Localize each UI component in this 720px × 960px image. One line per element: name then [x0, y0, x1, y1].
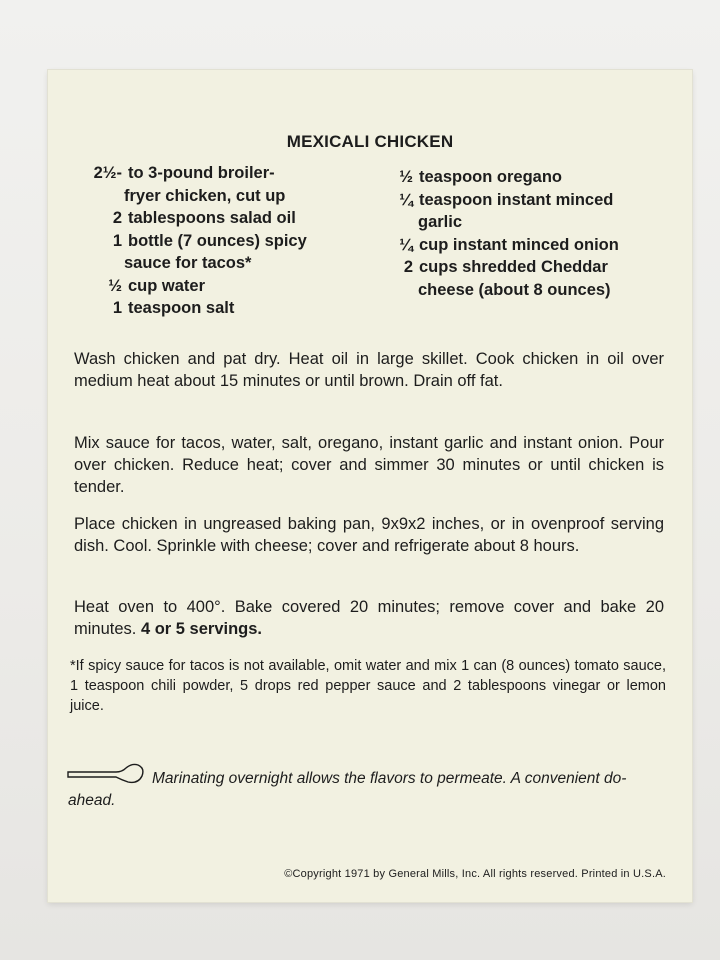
ingredients-left-column [78, 162, 368, 320]
tip-note [68, 768, 668, 812]
step-text: Heat oven to 400°. Bake covered 20 minutes; remove cover and bake 20 minutes. [74, 598, 664, 638]
ingredient-item-cont [386, 279, 686, 302]
ingredient-item-cont [386, 211, 686, 234]
ingredient-continuation: sauce for tacos* [124, 254, 252, 272]
ingredient-qty: 2 [112, 209, 122, 227]
step-paragraph: Place chicken in ungreased baking pan, 9x9x2 inches, or in ovenproof serving dish. Cool. Sprinkle with cheese; cover and refrigerate about 8 hours. [74, 515, 664, 555]
ingredient-item [386, 166, 686, 189]
ingredient-qty: 1 [112, 231, 122, 250]
ingredient-item [78, 275, 368, 298]
tip-text: Marinating overnight allows the flavors to permeate. A convenient do-ahead. [68, 770, 627, 809]
ingredient-text: teaspoon instant minced [419, 190, 614, 209]
ingredient-text: cup water [128, 276, 206, 295]
ingredient-qty: ¼ [399, 235, 413, 254]
ingredient-qty: ½ [399, 168, 413, 186]
step-paragraph [74, 596, 664, 640]
ingredient-text: tablespoons salad oil [128, 209, 296, 227]
ingredient-text: teaspoon salt [128, 299, 235, 317]
ingredient-text: bottle (7 ounces) spicy [128, 231, 307, 250]
servings-text: 4 or 5 servings. [140, 620, 263, 638]
ingredient-item-cont [78, 185, 368, 208]
ingredient-continuation: fryer chicken, cut up [124, 186, 286, 205]
ingredient-qty: 2 [403, 258, 413, 276]
ingredient-qty: ¼ [399, 190, 413, 209]
ingredient-qty: 1 [112, 299, 122, 317]
ingredient-qty: ½ [108, 276, 122, 295]
copyright: ©Copyright 1971 by General Mills, Inc. All rights reserved. Printed in U.S.A. [284, 868, 666, 880]
ingredient-item [386, 256, 686, 279]
ingredient-item [78, 297, 368, 320]
ingredient-text: cups shredded Cheddar [419, 258, 608, 276]
step-paragraph: Mix sauce for tacos, water, salt, oregano, instant garlic and instant onion. Pour over chicken. Reduce heat; cover and simmer 30 minutes or until chicken is tender. [74, 434, 664, 496]
ingredient-item-cont [78, 252, 368, 275]
ingredients-right-column [386, 166, 686, 301]
footnote: *If spicy sauce for tacos is not available, omit water and mix 1 can (8 ounces) tomato sauce, 1 teaspoon chili powder, 5 drops red pepper sauce and 2 tablespoons vinegar or lemon juice. [70, 658, 666, 714]
ingredient-item [78, 230, 368, 253]
ingredient-continuation: garlic [418, 213, 463, 231]
ingredient-text: cup instant minced onion [419, 235, 619, 254]
ingredient-item [386, 234, 686, 257]
ingredient-text: teaspoon oregano [419, 168, 563, 186]
ingredient-item [386, 189, 686, 212]
ingredient-text: to 3-pound broiler- [128, 164, 275, 182]
step-paragraph: Wash chicken and pat dry. Heat oil in large skillet. Cook chicken in oil over medium heat about 15 minutes or until brown. Drain off fat. [74, 350, 664, 390]
ingredient-qty: 2½- [93, 164, 122, 182]
recipe-card [48, 70, 692, 902]
ingredient-item [78, 207, 368, 230]
ingredient-item [78, 162, 368, 185]
recipe-title: MEXICALI CHICKEN [286, 132, 454, 151]
ingredient-continuation: cheese (about 8 ounces) [418, 280, 611, 299]
